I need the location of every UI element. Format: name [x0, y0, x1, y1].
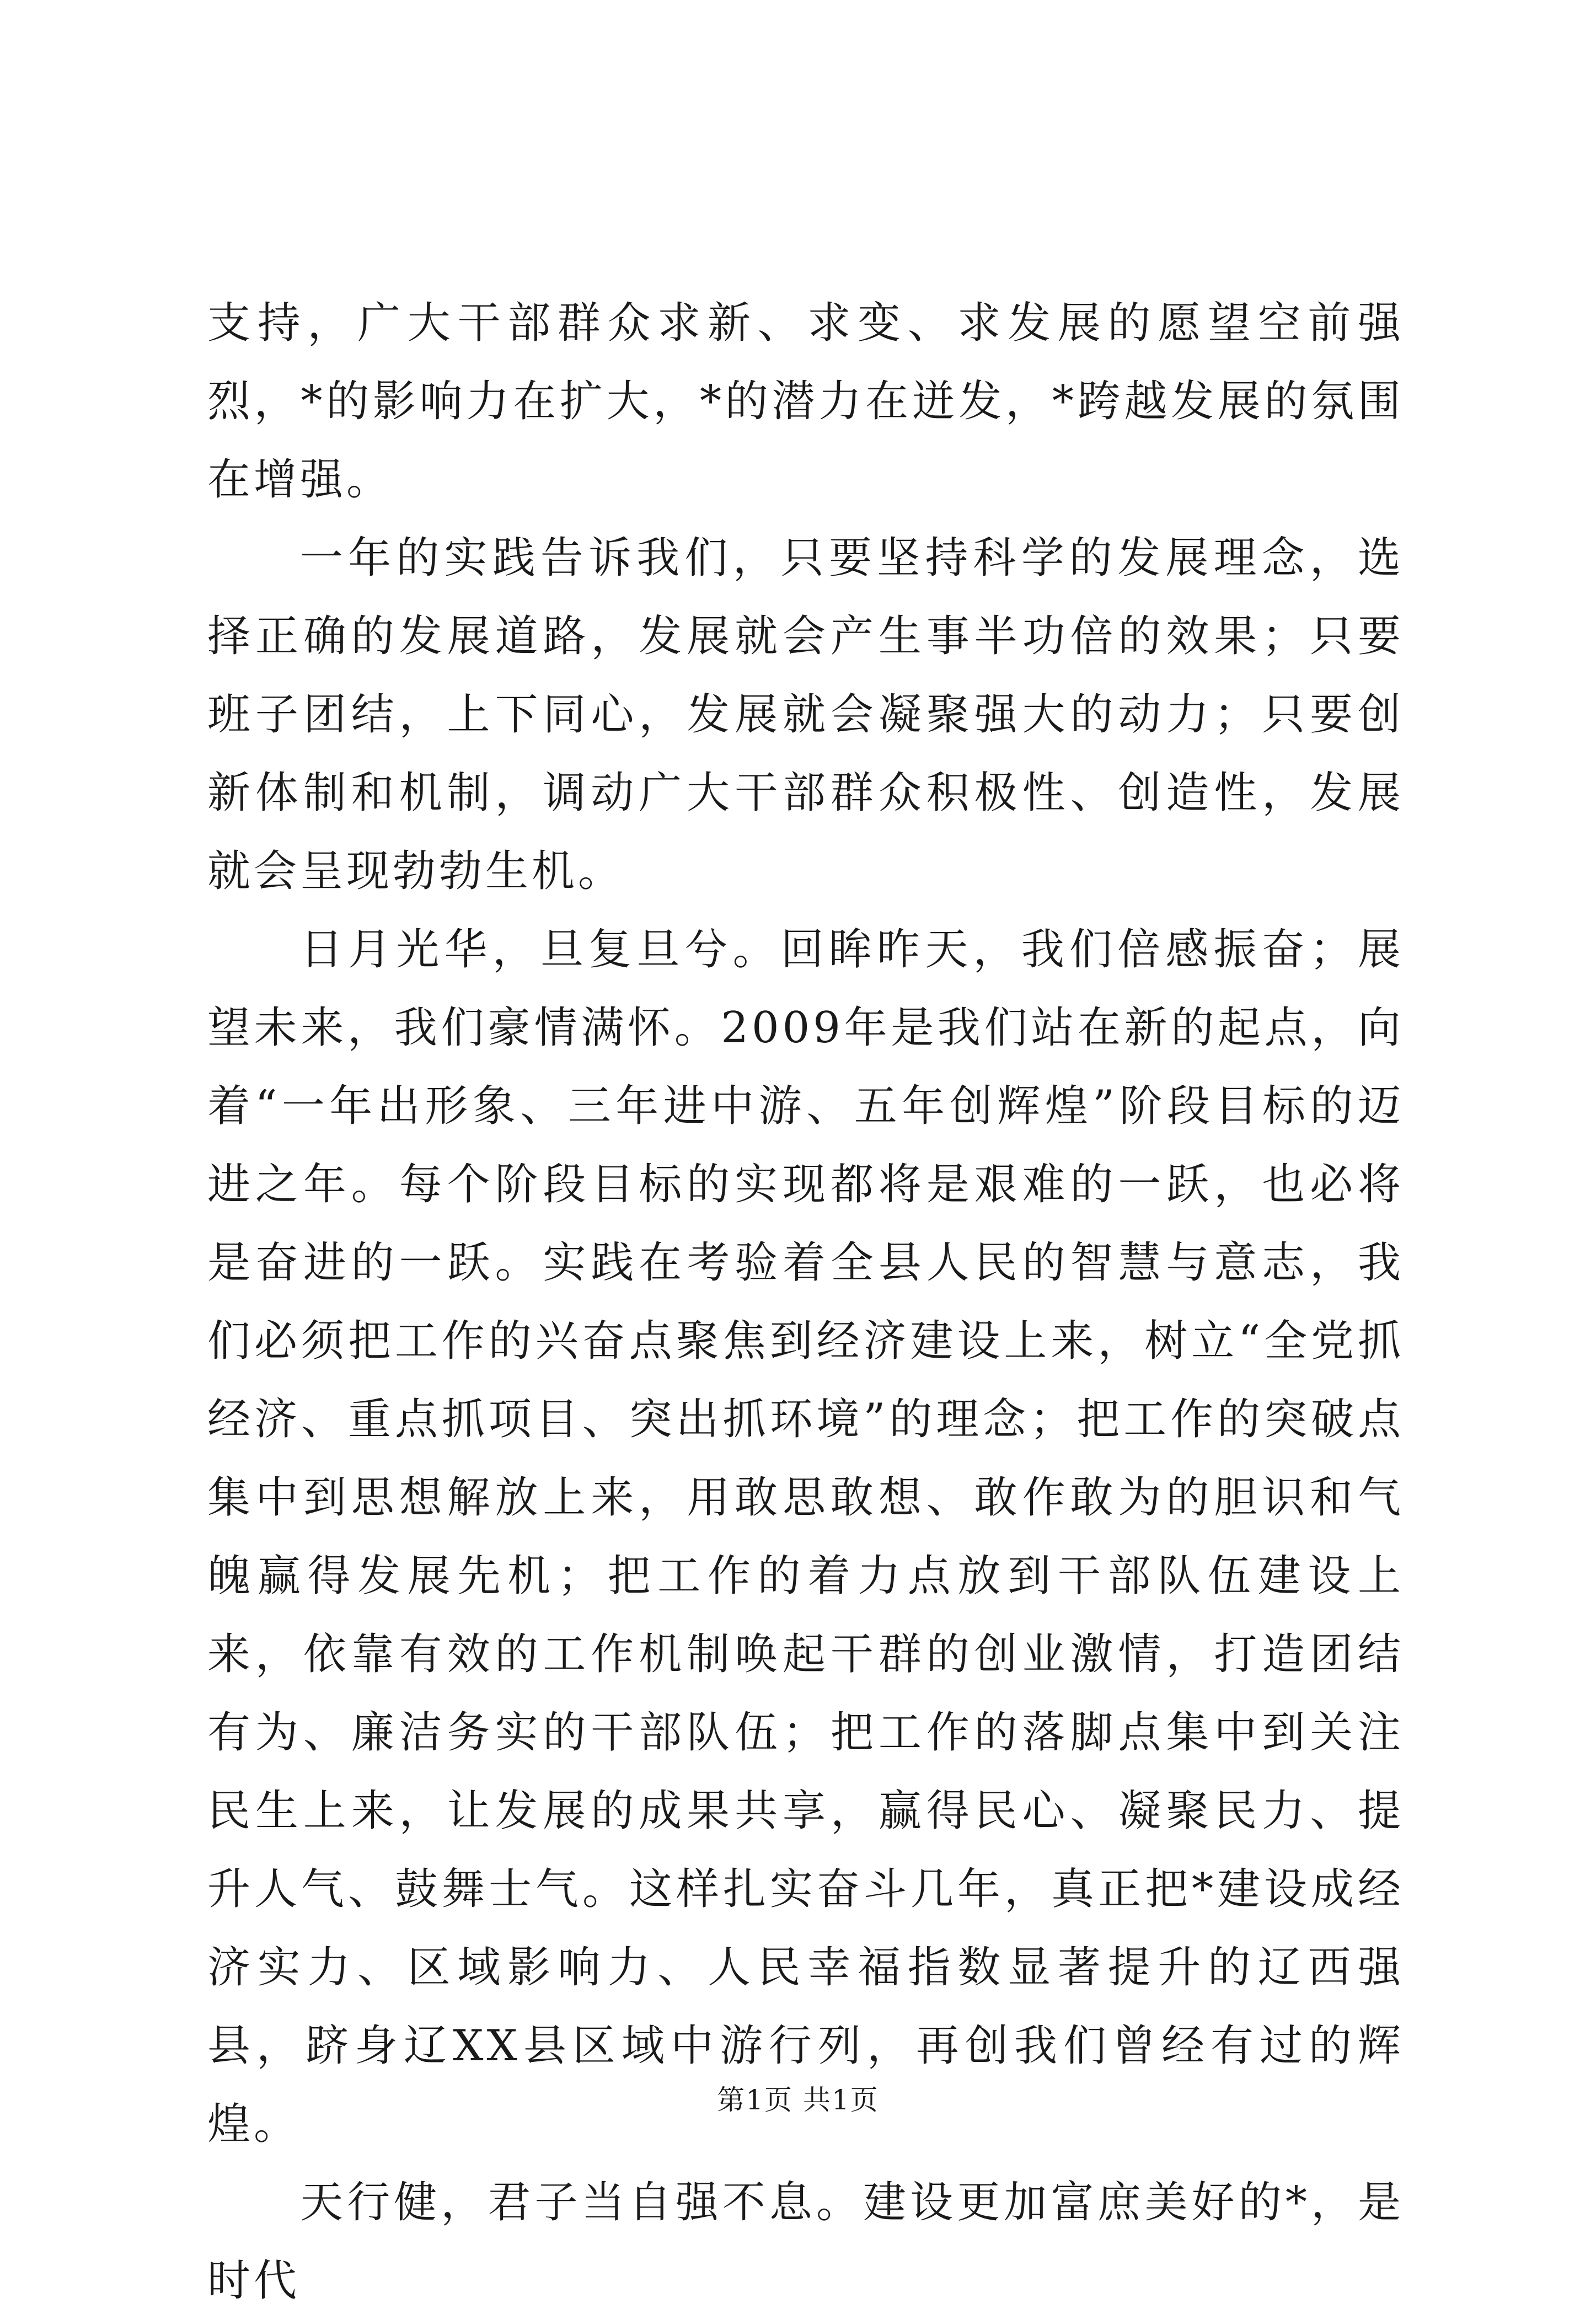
document-body: [207, 284, 1404, 2320]
paragraph-4: 天行健，君子当自强不息。建设更加富庶美好的*，是时代: [207, 2178, 1404, 2306]
page-footer: 第1页 共1页: [717, 2084, 879, 2116]
paragraph-1: 支持，广大干部群众求新、求变、求发展的愿望空前强烈，*的影响力在扩大，*的潜力在迸发，*跨越发展的氛围在增强。: [207, 298, 1404, 505]
paragraph-2: 一年的实践告诉我们，只要坚持科学的发展理念，选择正确的发展道路，发展就会产生事半功倍的效果；只要班子团结，上下同心，发展就会凝聚强大的动力；只要创新体制和机制，调动广大干部群众积极性、创造性，发展就会呈现勃勃生机。: [207, 533, 1404, 896]
paragraph-3: 日月光华，旦复旦兮。回眸昨天，我们倍感振奋；展望未来，我们豪情满怀。2009年是我们站在新的起点，向着“一年出形象、三年进中游、五年创辉煌”阶段目标的迈进之年。每个阶段目标的实现都将是艰难的一跃，也必将是奋进的一跃。实践在考验着全县人民的智慧与意志，我们必须把工作的兴奋点聚焦到经济建设上来，树立“全党抓经济、重点抓项目、突出抓环境”的理念；把工作的突破点集中到思想解放上来，用敢思敢想、敢作敢为的胆识和气魄赢得发展先机；把工作的着力点放到干部队伍建设上来，依靠有效的工作机制唤起干群的创业激情，打造团结有为、廉洁务实的干部队伍；把工作的落脚点集中到关注民生上来，让发展的成果共享，赢得民心、凝聚民力、提升人气、鼓舞士气。这样扎实奋斗几年，真正把*建设成经济实力、区域影响力、人民幸福指数显著提升的辽西强县，跻身辽XX县区域中游行列，再创我们曾经有过的辉煌。: [207, 925, 1404, 2149]
